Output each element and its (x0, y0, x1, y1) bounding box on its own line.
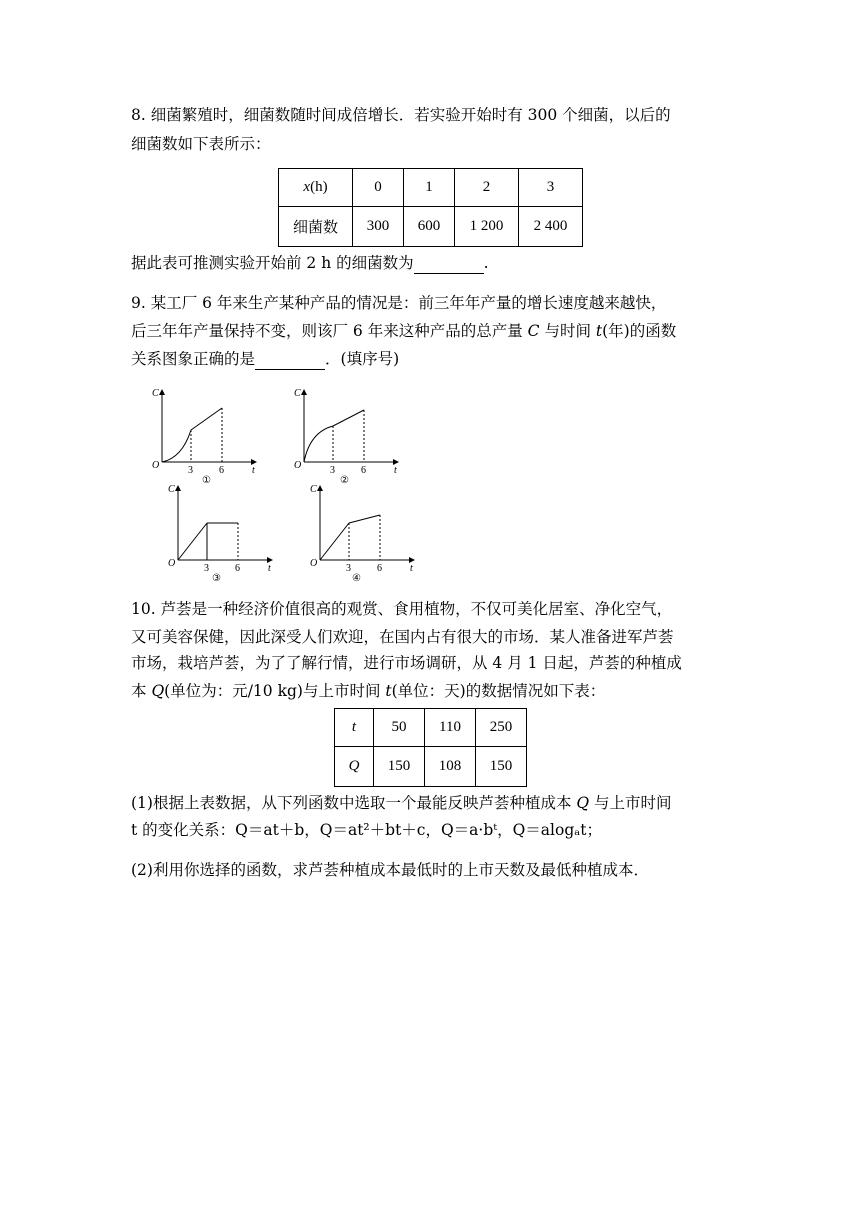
graph-4 (306, 480, 424, 582)
tick-6: 6 (219, 465, 224, 476)
q10-table (334, 708, 527, 787)
answer-blank (414, 257, 484, 274)
q10-table-row-t (335, 709, 527, 747)
q10-line3: 市场，栽培芦荟，为了了解行情，进行市场调研，从 4 月 1 日起，芦荟的种植成 (131, 654, 682, 672)
q10-table-cell: 50 (374, 709, 425, 747)
q8-table-row-x (279, 169, 583, 207)
tick-6: 6 (377, 563, 382, 574)
x-label: t (394, 465, 397, 476)
tick-3: 3 (346, 563, 351, 574)
curve (304, 426, 333, 462)
q10-table-cell: 150 (476, 747, 527, 787)
origin-label: O (152, 460, 160, 471)
q10-table-cell: 110 (425, 709, 476, 747)
segment (178, 523, 207, 560)
q10-line4: 本 Q(单位为：元/10 kg)与上市时间 t(单位：天)的数据情况如下表： (131, 682, 606, 700)
y-label: C (152, 388, 159, 399)
curve (162, 430, 191, 462)
caption: ③ (212, 573, 221, 582)
q10-table-head-q: Q (335, 747, 374, 787)
q10-table-row-q (335, 747, 527, 787)
q8-table-cell: 2 400 (519, 207, 583, 247)
origin-label: O (310, 558, 318, 569)
segment (333, 410, 364, 426)
q10-table-cell: 150 (374, 747, 425, 787)
graph-3 (164, 480, 282, 582)
caption: ① (202, 475, 211, 486)
x-label: t (268, 563, 271, 574)
q8-table-head-count: 细菌数 (279, 207, 353, 247)
q8-table-cell: 1 200 (455, 207, 519, 247)
q8-table (278, 168, 583, 247)
caption: ② (340, 475, 349, 486)
q8-line1: 8. 细菌繁殖时，细菌数随时间成倍增长．若实验开始时有 300 个细菌，以后的 (131, 106, 671, 124)
q8-table-row-count (279, 207, 583, 247)
q10-table-cell: 108 (425, 747, 476, 787)
x-label: t (410, 563, 413, 574)
q10-line1: 10. 芦荟是一种经济价值很高的观赏、食用植物，不仅可美化居室、净化空气， (131, 600, 673, 618)
q8-table-cell: 2 (455, 169, 519, 207)
tick-6: 6 (235, 563, 240, 574)
q10-table-cell: 250 (476, 709, 527, 747)
graph-2 (290, 384, 408, 486)
q8-line2: 细菌数如下表所示： (131, 135, 271, 153)
segment (191, 408, 222, 430)
q8-table-cell: 300 (353, 207, 404, 247)
origin-label: O (294, 460, 302, 471)
tick-3: 3 (330, 465, 335, 476)
q10-table-head-t: t (335, 709, 374, 747)
segment-2 (349, 515, 380, 523)
caption: ④ (352, 573, 361, 582)
tick-6: 6 (361, 465, 366, 476)
q8-table-cell: 1 (404, 169, 455, 207)
tick-3: 3 (204, 563, 209, 574)
origin-label: O (168, 558, 176, 569)
x-label: t (252, 465, 255, 476)
q8-table-cell: 3 (519, 169, 583, 207)
y-label: C (168, 484, 175, 495)
tick-3: 3 (188, 465, 193, 476)
q9-line2: 后三年年产量保持不变，则该厂 6 年来这种产品的总产量 C 与时间 t(年)的函数 (131, 322, 677, 340)
q8-table-cell: 600 (404, 207, 455, 247)
q8-table-head-x: x(h) (279, 169, 353, 207)
y-label: C (294, 388, 301, 399)
q10-sub1-line1: (1)根据上表数据，从下列函数中选取一个最能反映芦荟种植成本 Q 与上市时间 (131, 794, 672, 812)
q9-line3: 关系图象正确的是 ．(填序号) (131, 350, 400, 368)
answer-blank (255, 353, 325, 370)
q9-line1: 9. 某工厂 6 年来生产某种产品的情况是：前三年年产量的增长速度越来越快， (131, 294, 667, 312)
segment (320, 523, 349, 560)
q10-line2: 又可美容保健，因此深受人们欢迎，在国内占有很大的市场．某人准备进军芦荟 (131, 628, 674, 646)
q8-line3: 据此表可推测实验开始前 2 h 的细菌数为 . (131, 254, 489, 272)
q10-sub1-line2: t 的变化关系：Q＝at＋b，Q＝at²＋bt＋c，Q＝a·bᵗ，Q＝alogₐt； (131, 821, 602, 839)
y-label: C (310, 484, 317, 495)
q10-sub2: (2)利用你选择的函数，求芦荟种植成本最低时的上市天数及最低种植成本． (131, 861, 649, 879)
q8-table-cell: 0 (353, 169, 404, 207)
graph-1 (148, 384, 266, 486)
